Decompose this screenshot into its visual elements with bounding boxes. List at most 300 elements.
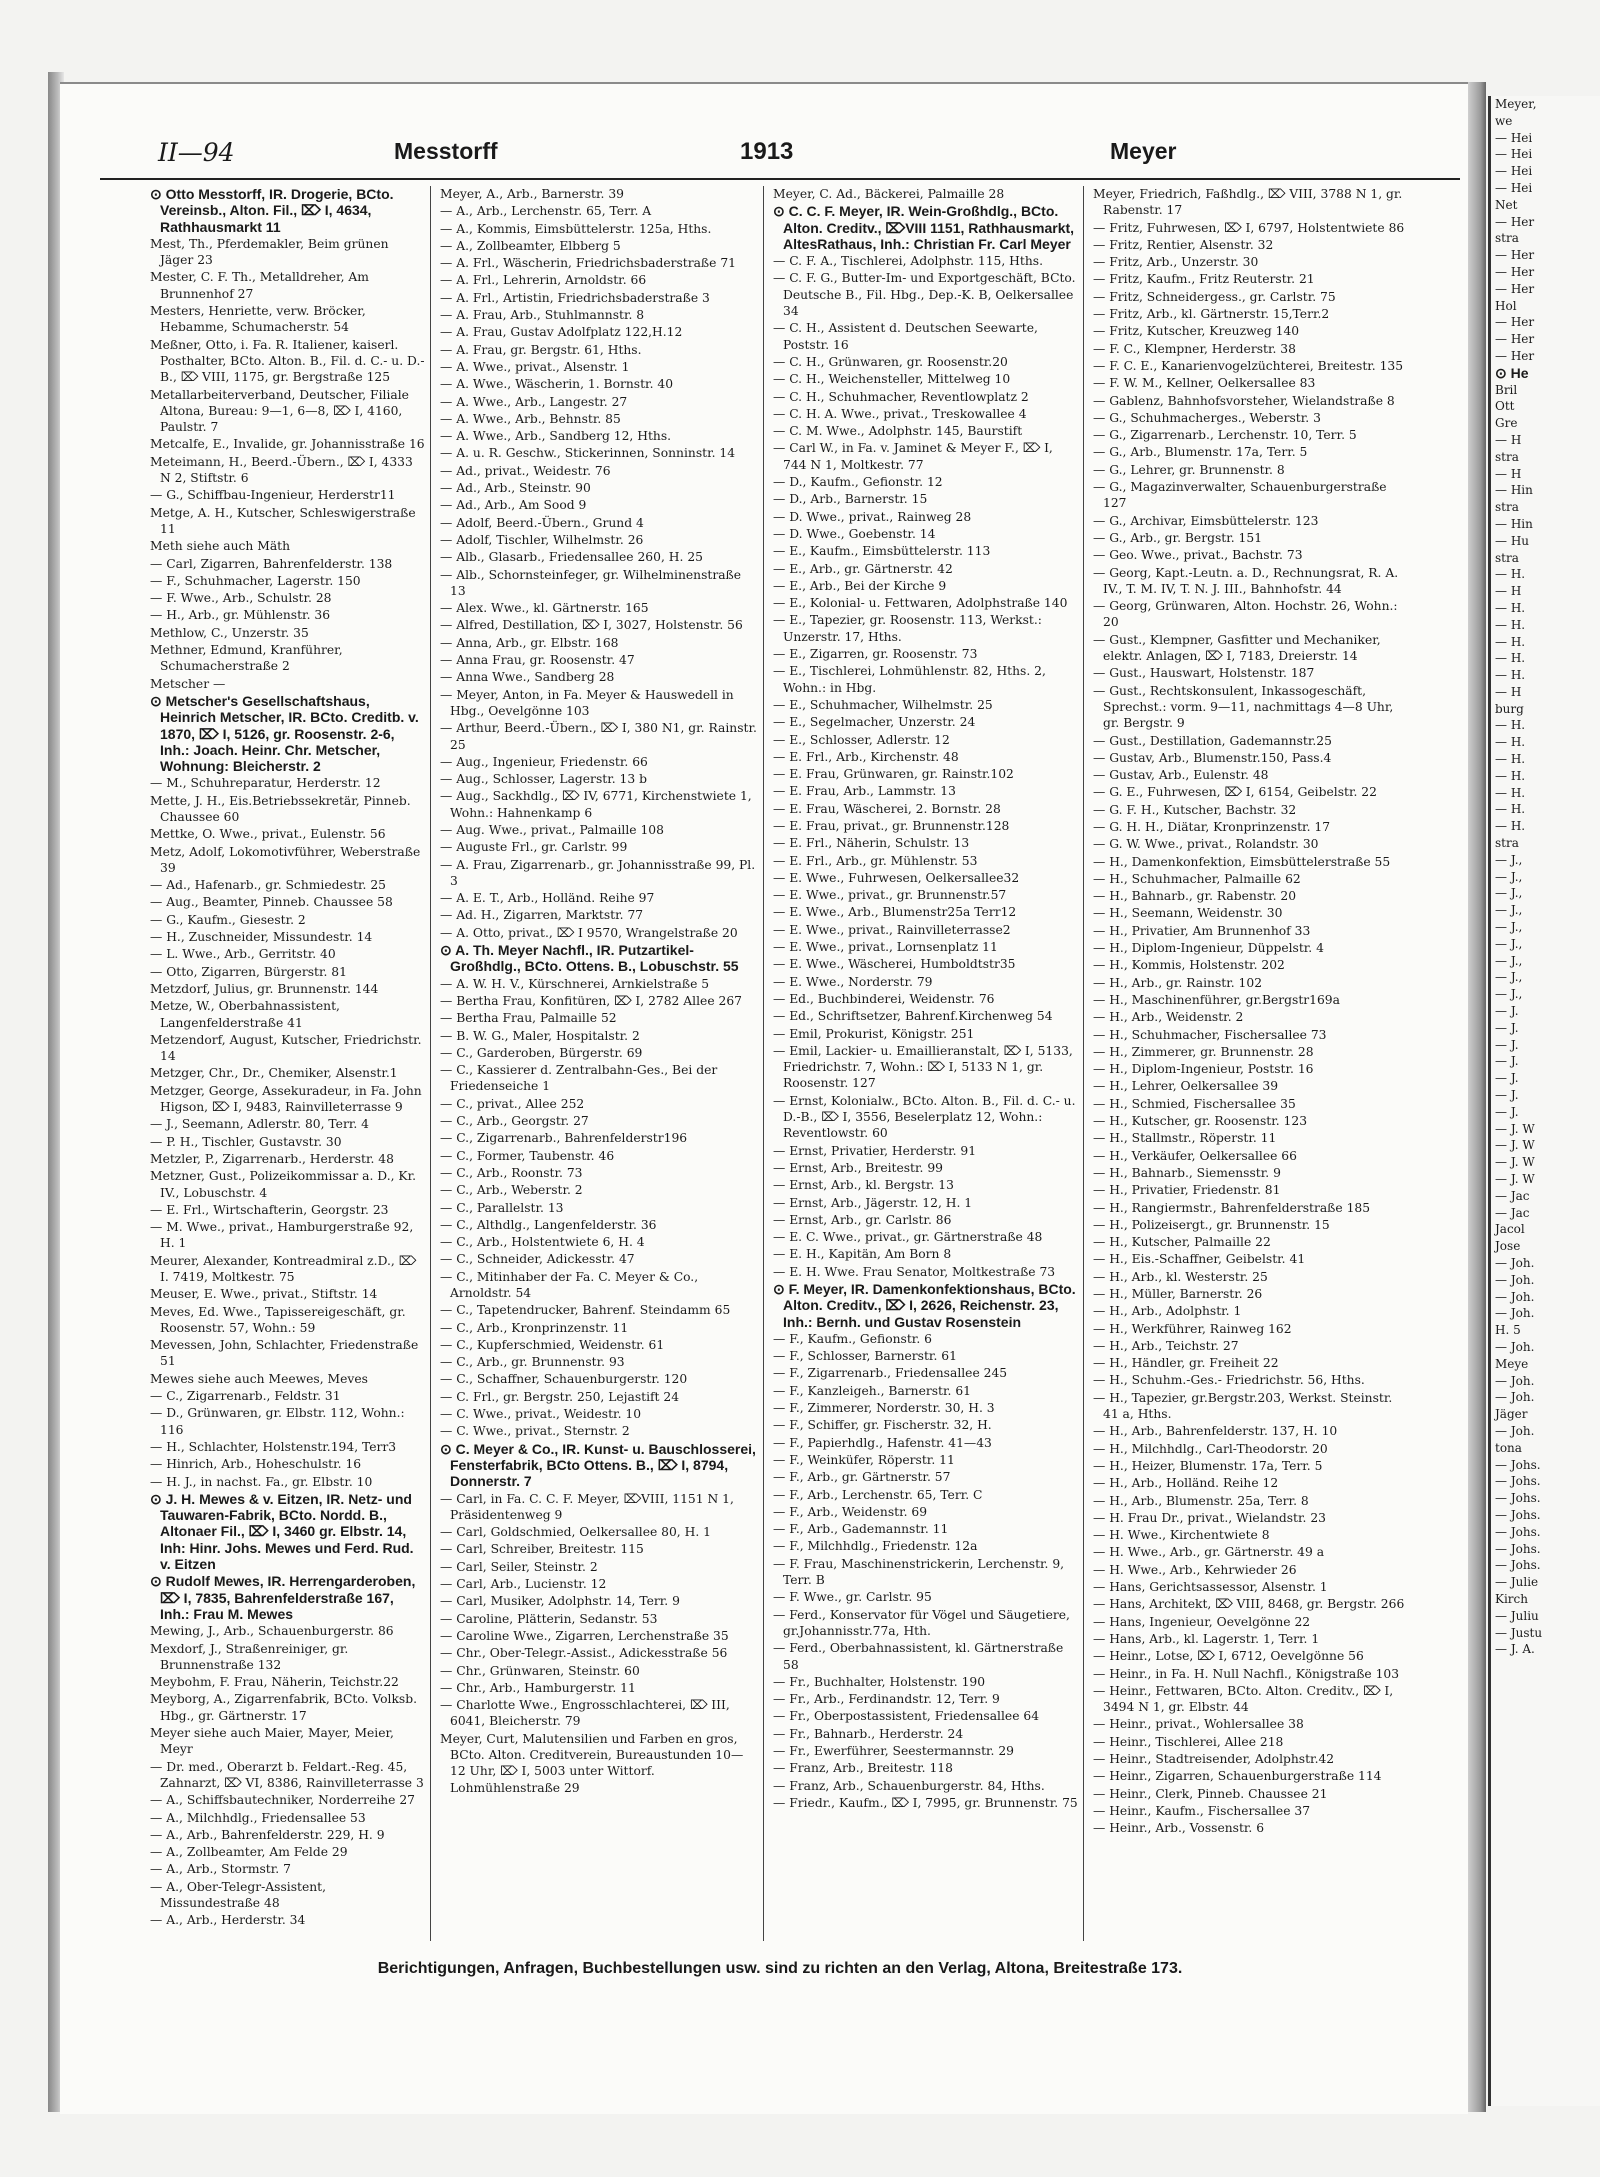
next-page-line: we [1495, 113, 1513, 128]
directory-entry: — H. J., in nachst. Fa., gr. Elbstr. 10 [150, 1474, 373, 1489]
directory-entry: — Fritz, Arb., Unzerstr. 30 [1093, 255, 1259, 270]
directory-entry: — C., Former, Taubenstr. 46 [440, 1148, 615, 1163]
directory-entry: Metzler, P., Zigarrenarb., Herderstr. 48 [150, 1151, 394, 1166]
directory-entry: — F. Frau, Maschinenstrickerin, Lerchenstr. 9, Terr. B [773, 1556, 1065, 1588]
directory-entry: — E., Arb., gr. Gärtnerstr. 42 [773, 561, 953, 576]
directory-entry: — Heinr., Kaufm., Fischersallee 37 [1093, 1803, 1311, 1818]
directory-entry: — Hans, Architekt, ⌦ VIII, 8468, gr. Bergstr. 266 [1093, 1597, 1405, 1612]
directory-entry: — A. Wwe., Arb., Langestr. 27 [440, 394, 628, 409]
next-page-line: — H [1495, 684, 1522, 699]
directory-entry: — C., Zigarrenarb., Bahrenfelderstr196 [440, 1131, 688, 1146]
directory-entry: — C., Kupferschmied, Weidenstr. 61 [440, 1337, 665, 1352]
directory-entry: Metge, A. H., Kutscher, Schleswigerstraße 11 [150, 505, 416, 536]
directory-entry: — H., Arb., Weidenstr. 2 [1093, 1010, 1244, 1025]
directory-entry: — H., Arb., gr. Mühlenstr. 36 [150, 608, 331, 623]
directory-entry: — Aug. Wwe., privat., Palmaille 108 [440, 822, 664, 837]
next-page-line: — Joh. [1495, 1390, 1535, 1405]
next-page-line: — J. W [1495, 1155, 1535, 1170]
directory-entry: — H., Stallmstr., Röperstr. 11 [1093, 1131, 1277, 1146]
directory-entry: — Dr. med., Oberarzt b. Feldart.-Reg. 45, Zahnarzt, ⌦ VI, 8386, Rainvilleterrasse 3 [150, 1759, 424, 1790]
directory-entry: ⊙ C. Meyer & Co., IR. Kunst- u. Bauschlosserei, Fensterfabrik, BCto Ottens. B., ⌦ I, 8794, Donnerstr. 7 [440, 1440, 756, 1490]
next-page-line: Jose [1495, 1239, 1521, 1254]
directory-entry: Meyer, A., Arb., Barnerstr. 39 [440, 187, 624, 201]
directory-entry: — Hans, Arb., kl. Lagerstr. 1, Terr. 1 [1093, 1631, 1320, 1646]
directory-entry: — H., Milchhdlg., Carl-Theodorstr. 20 [1093, 1441, 1328, 1456]
directory-entry: — Aug., Beamter, Pinneb. Chaussee 58 [150, 895, 393, 910]
directory-entry: — C., Arb., Roonstr. 73 [440, 1165, 583, 1180]
directory-entry: — G. W. Wwe., privat., Rolandstr. 30 [1093, 837, 1319, 852]
directory-entry: — A., Arb., Herderstr. 34 [150, 1913, 306, 1928]
directory-entry: — L. Wwe., Arb., Gerritstr. 40 [150, 947, 336, 962]
directory-entry: — Meyer, Anton, in Fa. Meyer & Hauswedell in Hbg., Oevelgönne 103 [440, 687, 734, 718]
directory-entry: — A. Wwe., Wäscherin, 1. Bornstr. 40 [440, 377, 674, 392]
directory-entry: — Chr., Grünwaren, Steinstr. 60 [440, 1663, 640, 1678]
next-page-line: — Her [1495, 214, 1535, 229]
next-page-line: — Her [1495, 315, 1535, 330]
directory-entry: — H., Diplom-Ingenieur, Düppelstr. 4 [1093, 941, 1324, 956]
directory-entry: — F. Wwe., Arb., Schulstr. 28 [150, 591, 332, 606]
directory-entry: — Heinr., Tischlerei, Allee 218 [1093, 1734, 1284, 1749]
directory-entry: — H., Seemann, Weidenstr. 30 [1093, 906, 1283, 921]
directory-entry: — Heinr., Arb., Vossenstr. 6 [1093, 1821, 1265, 1836]
directory-entry: — Franz, Arb., Schauenburgerstr. 84, Hths. [773, 1778, 1045, 1793]
directory-entry: Mewes siehe auch Meewes, Meves [150, 1371, 368, 1386]
directory-entry: — E., Zigarren, gr. Roosenstr. 73 [773, 647, 978, 662]
directory-entry: — Anna Wwe., Sandberg 28 [440, 670, 615, 685]
header-year: 1913 [740, 138, 794, 165]
directory-entry: — G. F. H., Kutscher, Bachstr. 32 [1093, 802, 1297, 817]
next-page-line: Meye [1495, 1356, 1529, 1371]
directory-entry: — Alfred, Destillation, ⌦ I, 3027, Holstenstr. 56 [440, 618, 743, 633]
directory-entry: — Georg, Kapt.-Leutn. a. D., Rechnungsrat, R. A. IV., T. M. IV, T. N. J. III., Bahnhofstr. 44 [1093, 565, 1399, 596]
next-page-line: — J., [1495, 903, 1523, 918]
directory-entry: — H., Kutscher, gr. Roosenstr. 123 [1093, 1114, 1308, 1129]
directory-entry: — E., Tischlerei, Lohmühlenstr. 82, Hths. 2, Wohn.: in Hbg. [773, 664, 1046, 695]
directory-entry: — Carl, Seiler, Steinstr. 2 [440, 1559, 598, 1574]
column-1 [150, 186, 425, 1946]
next-page-line: — Jac [1495, 1188, 1530, 1203]
directory-entry: — H., Bahnarb., gr. Rabenstr. 20 [1093, 889, 1297, 904]
directory-entry: — A., Zollbeamter, Am Felde 29 [150, 1845, 348, 1860]
directory-entry: — H., Schuhm.-Ges.- Friedrichstr. 56, Hths. [1093, 1373, 1365, 1388]
directory-entry: Meyborg, A., Zigarrenfabrik, BCto. Volksb. Hbg., gr. Gärtnerstr. 17 [150, 1692, 417, 1723]
directory-entry: ⊙ Otto Messtorff, IR. Drogerie, BCto. Vereinsb., Alton. Fil., ⌦ I, 4634, Rathhausmarkt 11 [150, 186, 394, 235]
directory-entry: — Carl, Musiker, Adolphstr. 14, Terr. 9 [440, 1594, 680, 1609]
directory-entry: — E., Schuhmacher, Wilhelmstr. 25 [773, 697, 993, 712]
directory-entry: Meßner, Otto, i. Fa. R. Italiener, kaiserl. Posthalter, BCto. Alton. B., Fil. d. C.- u. D.-B., ⌦ VIII, 1175, gr. Bergstraße 125 [150, 337, 425, 385]
directory-entry: — E. Frau, Wäscherei, 2. Bornstr. 28 [773, 801, 1001, 816]
next-page-fragment [1488, 96, 1600, 2106]
directory-entry: — F., Schlosser, Barnerstr. 61 [773, 1349, 957, 1364]
directory-entry: — C. Wwe., privat., Weidestr. 10 [440, 1407, 642, 1422]
directory-entry: — Carl, in Fa. C. C. F. Meyer, ⌦VIII, 1151 N 1, Präsidentenweg 9 [440, 1491, 734, 1522]
next-page-line: — J. W [1495, 1138, 1535, 1153]
directory-entry: — E. Frl., Arb., gr. Mühlenstr. 53 [773, 853, 978, 868]
directory-entry: — A. Otto, privat., ⌦ I 9570, Wrangelstraße 20 [440, 925, 738, 940]
next-page-line: — Hin [1495, 516, 1533, 531]
directory-entry: — H., Werkführer, Rainweg 162 [1093, 1321, 1292, 1336]
next-page-line: — J. W [1495, 1172, 1535, 1186]
next-page-line: stra [1495, 449, 1519, 464]
directory-entry: Meteimann, H., Beerd.-Übern., ⌦ I, 4333 N 2, Stiftstr. 6 [150, 454, 413, 486]
directory-entry: — Arthur, Beerd.-Übern., ⌦ I, 380 N1, gr. Rainstr. 25 [440, 721, 757, 752]
directory-entry: — Hans, Gerichtsassessor, Alsenstr. 1 [1093, 1580, 1328, 1595]
next-page-line: — H. [1495, 718, 1526, 733]
directory-entry: — Fritz, Rentier, Alsenstr. 32 [1093, 237, 1274, 252]
directory-entry: — H., Arb., kl. Westerstr. 25 [1093, 1269, 1268, 1284]
directory-entry: — Gust., Destillation, Gademannstr.25 [1093, 733, 1332, 748]
directory-entry: — F., Kaufm., Gefionstr. 6 [773, 1331, 932, 1346]
next-page-line: — Johs. [1495, 1491, 1541, 1506]
next-page-line: — J., [1495, 886, 1523, 901]
directory-entry: Metzendorf, August, Kutscher, Friedrichstr. 14 [150, 1032, 422, 1064]
directory-entry: — F. C. E., Kanarienvogelzüchterei, Breitestr. 135 [1093, 358, 1404, 373]
next-page-line: ⊙ He [1495, 364, 1529, 381]
next-page-line: — J. [1495, 1071, 1519, 1086]
directory-entry: — Caroline, Plätterin, Sedanstr. 53 [440, 1611, 658, 1626]
directory-entry: — Chr., Arb., Hamburgerstr. 11 [440, 1680, 636, 1695]
directory-entry: — Ed., Buchbinderei, Weidenstr. 76 [773, 991, 995, 1006]
directory-entry: — Gust., Rechtskonsulent, Inkassogeschäft, Sprechst.: vorm. 9—11, nachmittags 4—8 Uhr, gr. Bergstr. 9 [1093, 683, 1394, 731]
directory-entry: — E. Frau, Grünwaren, gr. Rainstr.102 [773, 767, 1014, 782]
directory-entry: — Chr., Ober-Telegr.-Assist., Adickesstraße 56 [440, 1646, 728, 1661]
directory-entry: — Fritz, Schneidergess., gr. Carlstr. 75 [1093, 289, 1336, 304]
directory-entry: — F., Schuhmacher, Lagerstr. 150 [150, 573, 361, 588]
directory-entry: — G., Zigarrenarb., Lerchenstr. 10, Terr. 5 [1093, 428, 1357, 443]
directory-entry: — F. Wwe., gr. Carlstr. 95 [773, 1590, 932, 1605]
next-page-line: — H. [1495, 600, 1526, 615]
directory-entry: — Carl, Goldschmied, Oelkersallee 80, H. 1 [440, 1525, 711, 1540]
directory-entry: Metze, W., Oberbahnassistent, Langenfelderstraße 41 [150, 999, 340, 1030]
directory-entry: — Charlotte Wwe., Engrosschlachterei, ⌦ III, 6041, Bleicherstr. 79 [440, 1698, 730, 1729]
header-first-name: Messtorff [394, 138, 498, 164]
directory-entry: — D., Arb., Barnerstr. 15 [773, 492, 928, 507]
next-page-line: stra [1495, 550, 1519, 565]
directory-entry: — H., Heizer, Blumenstr. 17a, Terr. 5 [1093, 1458, 1323, 1473]
directory-entry: — A., Milchhdlg., Friedensallee 53 [150, 1810, 366, 1825]
directory-entry: — A. Frl., Lehrerin, Arnoldstr. 66 [440, 273, 647, 288]
directory-entry: — A., Arb., Stormstr. 7 [150, 1862, 291, 1877]
next-page-line: — J. A. [1495, 1642, 1535, 1657]
directory-entry: — E. Frau, privat., gr. Brunnenstr.128 [773, 818, 1010, 833]
directory-entry: — Auguste Frl., gr. Carlstr. 99 [440, 840, 628, 855]
directory-entry: — A. u. R. Geschw., Stickerinnen, Sonninstr. 14 [440, 446, 736, 461]
directory-entry: — Friedr., Kaufm., ⌦ I, 7995, gr. Brunnenstr. 75 [773, 1795, 1078, 1810]
directory-entry: — A. Frau, Zigarrenarb., gr. Johannisstraße 99, Pl. 3 [440, 857, 756, 888]
directory-entry: — H., Müller, Barnerstr. 26 [1093, 1287, 1263, 1301]
directory-entry: — Gablenz, Bahnhofsvorsteher, Wielandstraße 8 [1093, 393, 1395, 408]
next-page-line: — H. [1495, 752, 1526, 767]
directory-entry: — Gustav, Arb., Blumenstr.150, Pass.4 [1093, 750, 1332, 765]
directory-entry: — F. W. M., Kellner, Oelkersallee 83 [1093, 376, 1316, 391]
next-page-line: — J., [1495, 953, 1523, 968]
directory-entry: — A. Frl., Artistin, Friedrichsbaderstraße 3 [440, 290, 710, 305]
directory-entry: Meyer, Friedrich, Faßhdlg., ⌦ VIII, 3788 N 1, gr. Rabenstr. 17 [1093, 187, 1403, 218]
next-page-line: — Johs. [1495, 1558, 1541, 1573]
next-page-line: Net [1495, 197, 1518, 212]
directory-entry: — Aug., Ingenieur, Friedenstr. 66 [440, 754, 648, 769]
directory-entry: — H. Frau Dr., privat., Wielandstr. 23 [1093, 1510, 1326, 1525]
directory-entry: — C. F. A., Tischlerei, Adolphstr. 115, Hths. [773, 254, 1043, 269]
directory-entry: — C., Zigarrenarb., Feldstr. 31 [150, 1389, 341, 1404]
next-page-line: — H. [1495, 651, 1526, 666]
directory-entry: — E. Wwe., privat., Rainvilleterrasse2 [773, 922, 1011, 937]
directory-entry: — H., Arb., Holländ. Reihe 12 [1093, 1476, 1279, 1491]
directory-entry: — E., Kolonial- u. Fettwaren, Adolphstraße 140 [773, 596, 1068, 611]
next-page-line: — Johs. [1495, 1541, 1541, 1556]
directory-entry: — Hans, Ingenieur, Oevelgönne 22 [1093, 1614, 1311, 1629]
directory-entry: Meyer siehe auch Maier, Mayer, Meier, Meyr [150, 1726, 394, 1757]
directory-entry: — Gust., Klempner, Gasfitter und Mechaniker, elektr. Anlagen, ⌦ I, 7183, Dreierstr. 14 [1093, 632, 1381, 664]
directory-entry: — Carl W., in Fa. v. Jaminet & Meyer F., ⌦ I, 744 N 1, Moltkestr. 77 [773, 441, 1053, 472]
directory-entry: — A., Kommis, Eimsbüttelerstr. 125a, Hths. [440, 221, 712, 236]
directory-entry: Mesters, Henriette, verw. Bröcker, Hebamme, Schumacherstr. 54 [150, 304, 366, 335]
next-page-line: — H. [1495, 617, 1526, 632]
directory-entry: — H., Zimmerer, gr. Brunnenstr. 28 [1093, 1044, 1314, 1059]
directory-entry: — H., Rangiermstr., Bahrenfelderstraße 185 [1093, 1200, 1371, 1215]
directory-entry: — H. Wwe., Arb., gr. Gärtnerstr. 49 a [1093, 1545, 1325, 1560]
publisher-footer: Berichtigungen, Anfragen, Buchbestellungen usw. sind zu richten an den Verlag, Altona, Breitestraße 173. [377, 1960, 1183, 1977]
directory-entry: Metzner, Gust., Polizeikommissar a. D., Kr. IV., Lobuschstr. 4 [150, 1169, 417, 1200]
directory-entry: — C., Arb., gr. Brunnenstr. 93 [440, 1355, 625, 1370]
directory-entry: — F., Arb., gr. Gärtnerstr. 57 [773, 1470, 951, 1485]
directory-entry: Mevessen, John, Schlachter, Friedenstraße 51 [150, 1338, 419, 1369]
directory-entry: — A. W. H. V., Kürschnerei, Arnkielstraße 5 [440, 976, 710, 991]
directory-entry: — C. F. G., Butter-Im- und Exportgeschäft, BCto. Deutsche B., Fil. Hbg., Dep.-K. B, Oelkersallee 34 [773, 271, 1076, 319]
directory-entry: — A. Wwe., Arb., Sandberg 12, Hths. [440, 429, 672, 444]
next-page-line: — J. [1495, 1037, 1519, 1052]
next-page-line: — Her [1495, 281, 1535, 296]
directory-entry: — H., Eis.-Schaffner, Geibelstr. 41 [1093, 1252, 1306, 1267]
directory-entry: — Heinr., Lotse, ⌦ I, 6712, Oevelgönne 56 [1093, 1649, 1364, 1664]
directory-entry: Methlow, C., Unzerstr. 35 [150, 625, 309, 640]
directory-entry: Metz, Adolf, Lokomotivführer, Weberstraße 39 [150, 844, 421, 875]
directory-entry: — E. H. Wwe. Frau Senator, Moltkestraße 73 [773, 1264, 1056, 1279]
directory-entry: — Ed., Schriftsetzer, Bahrenf.Kirchenweg 54 [773, 1009, 1053, 1024]
directory-entry: — E. Wwe., privat., gr. Brunnenstr.57 [773, 888, 1007, 903]
directory-entry: — G., Arb., Blumenstr. 17a, Terr. 5 [1093, 445, 1308, 460]
directory-entry: — Anna Frau, gr. Roosenstr. 47 [440, 653, 635, 668]
directory-entry: — G. E., Fuhrwesen, ⌦ I, 6154, Geibelstr. 22 [1093, 785, 1377, 800]
directory-entry: — E. Frl., Näherin, Schulstr. 13 [773, 836, 970, 851]
directory-entry: ⊙ F. Meyer, IR. Damenkonfektionshaus, BCto. Alton. Creditv., ⌦ I, 2626, Reichenstr. 23, Inh.: Bernh. und Gustav Rosenstein [773, 1281, 1076, 1330]
directory-entry: — Fr., Bahnarb., Herderstr. 24 [773, 1726, 964, 1741]
directory-entry: — H., Bahnarb., Siemensstr. 9 [1093, 1165, 1281, 1180]
directory-entry: — C. Wwe., privat., Sternstr. 2 [440, 1424, 630, 1439]
directory-entry: — C., Arb., Weberstr. 2 [440, 1183, 583, 1198]
directory-entry: — Ferd., Oberbahnassistent, kl. Gärtnerstraße 58 [773, 1641, 1064, 1672]
directory-entry: — A., Ober-Telegr-Assistent, Missundestraße 48 [150, 1879, 327, 1910]
directory-entry: — H., Arb., Bahrenfelderstr. 137, H. 10 [1093, 1424, 1338, 1439]
directory-entry: — E. Wwe., privat., Lornsenplatz 11 [773, 940, 998, 955]
directory-entry: — Fritz, Arb., kl. Gärtnerstr. 15,Terr.2 [1093, 307, 1330, 322]
directory-entry: — D., Kaufm., Gefionstr. 12 [773, 475, 943, 490]
directory-entry: — Ad., privat., Weidestr. 76 [440, 463, 611, 478]
directory-entry: — Ernst, Arb., kl. Bergstr. 13 [773, 1178, 954, 1193]
directory-entry: — Franz, Arb., Breitestr. 118 [773, 1761, 953, 1776]
directory-entry: — E. C. Wwe., privat., gr. Gärtnerstraße 48 [773, 1230, 1043, 1245]
directory-entry: Meyer, Curt, Malutensilien und Farben en gros, BCto. Alton. Creditverein, Bureaustunden 10—12 Uhr, ⌦ I, 5003 unter Wittorf. Lohmühlenstraße 29 [440, 1731, 744, 1795]
directory-entry: — Carl, Arb., Lucienstr. 12 [440, 1577, 607, 1592]
next-page-line: Kirch [1495, 1591, 1528, 1606]
page-number: II—94 [158, 138, 235, 167]
directory-entry: — E. Wwe., Norderstr. 79 [773, 974, 933, 989]
directory-entry: — Ernst, Kolonialw., BCto. Alton. B., Fil. d. C.- u. D.-B., ⌦ I, 3556, Beselerplatz 12, Wohn.: Reventlowstr. 60 [773, 1093, 1076, 1141]
directory-entry: Mest, Th., Pferdemakler, Beim grünen Jäger 23 [150, 236, 389, 268]
next-page-line: — H. [1495, 802, 1526, 817]
directory-entry: — C. H., Weichensteller, Mittelweg 10 [773, 372, 1011, 387]
directory-entry: — G., Magazinverwalter, Schauenburgerstraße 127 [1093, 480, 1387, 511]
directory-entry: — E. Wwe., Wäscherei, Humboldtstr35 [773, 957, 1016, 972]
directory-entry: — C. Frl., gr. Bergstr. 250, Lejastift 24 [440, 1389, 680, 1404]
next-page-line: — Johs. [1495, 1507, 1541, 1522]
directory-entry: — Bertha Frau, Konfitüren, ⌦ I, 2782 Allee 267 [440, 993, 742, 1008]
header-last-name: Meyer [1110, 138, 1177, 164]
next-page-line: — Johs. [1495, 1457, 1541, 1472]
next-page-line: — H [1495, 432, 1522, 447]
next-page-line: — Her [1495, 332, 1535, 347]
next-page-line: — Joh. [1495, 1289, 1535, 1304]
next-page-line: Bril [1495, 382, 1518, 397]
directory-entry: — G., Lehrer, gr. Brunnenstr. 8 [1093, 462, 1285, 477]
next-page-line: — H. [1495, 567, 1526, 582]
directory-entry: — E. Wwe., Fuhrwesen, Oelkersallee32 [773, 870, 1020, 885]
directory-entry: Methner, Edmund, Kranführer, Schumacherstraße 2 [150, 643, 343, 674]
directory-entry: — Heinr., Stadtreisender, Adolphstr.42 [1093, 1752, 1335, 1767]
column-4 [1093, 186, 1408, 1946]
directory-entry: — H., Kutscher, Palmaille 22 [1093, 1235, 1271, 1250]
directory-entry: Metzger, Chr., Dr., Chemiker, Alsenstr.1 [150, 1066, 398, 1081]
page-edge [1468, 82, 1486, 2112]
directory-entry: — H., Lehrer, Oelkersallee 39 [1093, 1079, 1279, 1094]
directory-entry: — E. Wwe., Arb., Blumenstr25a Terr12 [773, 905, 1017, 920]
next-page-line: — J., [1495, 987, 1523, 1002]
next-page-line: — Her [1495, 348, 1535, 363]
next-page-line: — J. [1495, 1054, 1519, 1069]
next-page-line: stra [1495, 231, 1519, 246]
directory-entry: — E., Schlosser, Adlerstr. 12 [773, 732, 950, 747]
directory-entry: — E., Arb., Bei der Kirche 9 [773, 578, 947, 593]
directory-entry: — Ad., Arb., Am Sood 9 [440, 498, 587, 513]
next-page-line: Gre [1495, 416, 1518, 431]
next-page-line: — Joh. [1495, 1339, 1535, 1354]
next-page-line: — J. W [1495, 1121, 1535, 1136]
directory-entry: — Ad., Arb., Steinstr. 90 [440, 481, 591, 496]
directory-entry: — D. Wwe., Goebenstr. 14 [773, 526, 936, 541]
directory-entry: — B. W. G., Maler, Hospitalstr. 2 [440, 1028, 640, 1043]
directory-entry: — H., Kommis, Holstenstr. 202 [1093, 958, 1285, 973]
directory-entry: — A. E. T., Arb., Holländ. Reihe 97 [440, 891, 655, 906]
next-page-line: — Justu [1495, 1625, 1543, 1640]
directory-entry: — C., Schaffner, Schauenburgerstr. 120 [440, 1372, 688, 1387]
column-3 [773, 186, 1078, 1946]
directory-entry: — C., Garderoben, Bürgerstr. 69 [440, 1045, 643, 1060]
directory-entry: Metcalfe, E., Invalide, gr. Johannisstraße 16 [150, 437, 425, 452]
next-page-line: — J., [1495, 852, 1523, 867]
directory-entry: — G., Schuhmacherges., Weberstr. 3 [1093, 410, 1321, 425]
next-page-line: — J. [1495, 1088, 1519, 1103]
next-page-line: — J. [1495, 1004, 1519, 1019]
directory-entry: — E., Tapezier, gr. Roosenstr. 113, Werkst.: Unzerstr. 17, Hths. [773, 613, 1042, 644]
directory-entry: — Fritz, Kutscher, Kreuzweg 140 [1093, 324, 1300, 339]
directory-entry: — Geo. Wwe., privat., Bachstr. 73 [1093, 548, 1303, 563]
directory-entry: — C., Mitinhaber der Fa. C. Meyer & Co., Arnoldstr. 54 [440, 1269, 699, 1300]
directory-entry: ⊙ Metscher's Gesellschaftshaus, Heinrich Metscher, IR. BCto. Creditb. v. 1870, ⌦ I, 5126, gr. Roosenstr. 2-6, Inh.: Joach. Heinr. Chr. Metscher, Wohnung: Bleicherstr. 2 [150, 692, 419, 775]
directory-entry: — C. H. A. Wwe., privat., Treskowallee 4 [773, 406, 1027, 421]
directory-entry: — C., Kassierer d. Zentralbahn-Ges., Bei der Friedenseiche 1 [440, 1063, 718, 1094]
next-page-line: — Johs. [1495, 1474, 1541, 1489]
directory-entry: Meves, Ed. Wwe., Tapissereigeschäft, gr. Roosenstr. 57, Wohn.: 59 [150, 1304, 406, 1335]
directory-entry: — Ad. H., Zigarren, Marktstr. 77 [440, 908, 644, 923]
next-page-line: — Julie [1495, 1575, 1539, 1590]
next-page-line: — Hei [1495, 130, 1533, 145]
directory-entry: — Heinr., privat., Wohlersallee 38 [1093, 1717, 1304, 1732]
directory-entry: — F., Arb., Gademannstr. 11 [773, 1522, 949, 1537]
directory-entry: — E. Frl., Arb., Kirchenstr. 48 [773, 749, 959, 764]
directory-entry: — Fr., Ewerführer, Seestermannstr. 29 [773, 1744, 1015, 1759]
directory-entry: — Ad., Hafenarb., gr. Schmiedestr. 25 [150, 878, 387, 893]
header-rule [100, 178, 1460, 180]
directory-entry: Metallarbeiterverband, Deutscher, Filiale Altona, Bureau: 9—1, 6—8, ⌦ I, 4160, Paulstr. 7 [150, 387, 409, 435]
directory-entry: Metscher — [150, 676, 226, 691]
next-page-line: Hol [1495, 298, 1517, 313]
directory-entry: Metzdorf, Julius, gr. Brunnenstr. 144 [150, 981, 379, 996]
directory-entry: — H., Tapezier, gr.Bergstr.203, Werkst. Steinstr. 41 a, Hths. [1093, 1390, 1393, 1422]
directory-columns [150, 186, 1450, 1946]
directory-entry: — C., Arb., Georgstr. 27 [440, 1114, 589, 1129]
directory-entry: — Ernst, Arb., gr. Carlstr. 86 [773, 1212, 952, 1227]
directory-entry: — H., Maschinenführer, gr.Bergstr169a [1093, 992, 1340, 1007]
directory-entry: — Fritz, Kaufm., Fritz Reuterstr. 21 [1093, 272, 1315, 287]
next-page-line: — H. [1495, 634, 1526, 649]
next-page-line: — Joh. [1495, 1423, 1535, 1438]
directory-entry: — H., Arb., gr. Rainstr. 102 [1093, 975, 1263, 990]
directory-entry: — D. Wwe., privat., Rainweg 28 [773, 509, 972, 524]
directory-entry: — C., Althdlg., Langenfelderstr. 36 [440, 1217, 657, 1232]
next-page-line: stra [1495, 500, 1519, 515]
next-page-line: H. 5 [1495, 1323, 1521, 1338]
next-page-line: Ott [1495, 399, 1515, 414]
directory-entry: — H., Arb., Teichstr. 27 [1093, 1338, 1239, 1353]
directory-entry: — E. Frl., Wirtschafterin, Georgstr. 23 [150, 1202, 389, 1217]
directory-entry: — Carl, Schreiber, Breitestr. 115 [440, 1542, 644, 1557]
column-2 [440, 186, 758, 1946]
next-page-line: — H. [1495, 735, 1526, 750]
directory-entry: — Georg, Grünwaren, Alton. Hochstr. 26, Wohn.: 20 [1093, 599, 1398, 630]
directory-entry: — A. Frau, Arb., Stuhlmannstr. 8 [440, 308, 645, 323]
directory-entry: — F., Arb., Weidenstr. 69 [773, 1504, 928, 1519]
directory-entry: — A. Wwe., Arb., Behnstr. 85 [440, 411, 621, 426]
directory-entry: — Heinr., Zigarren, Schauenburgerstraße 114 [1093, 1769, 1382, 1784]
directory-entry: — A. Wwe., privat., Alsenstr. 1 [440, 359, 630, 374]
directory-entry: — Otto, Zigarren, Bürgerstr. 81 [150, 964, 347, 979]
directory-entry: — Emil, Lackier- u. Emaillieranstalt, ⌦ I, 5133, Friedrichstr. 7, Wohn.: ⌦ I, 5133 N 1, gr. Roosenstr. 127 [773, 1043, 1073, 1091]
directory-entry: Meybohm, F. Frau, Näherin, Teichstr.22 [150, 1675, 399, 1690]
next-page-line: — J., [1495, 869, 1523, 884]
next-page-line: — H. [1495, 819, 1526, 834]
directory-entry: — C. H., Assistent d. Deutschen Seewarte, Poststr. 16 [773, 321, 1038, 352]
directory-entry: — J., Seemann, Adlerstr. 80, Terr. 4 [150, 1117, 370, 1132]
directory-entry: Meyer, C. Ad., Bäckerei, Palmaille 28 [773, 187, 1005, 201]
directory-entry: — A., Arb., Bahrenfelderstr. 229, H. 9 [150, 1827, 385, 1842]
directory-entry: Mester, C. F. Th., Metalldreher, Am Brunnenhof 27 [150, 270, 369, 301]
directory-entry: — E. Frau, Arb., Lammstr. 13 [773, 784, 956, 799]
directory-entry: — Heinr., Fettwaren, BCto. Alton. Creditv., ⌦ I, 3494 N 1, gr. Elbstr. 44 [1093, 1683, 1394, 1715]
next-page-line: — J., [1495, 936, 1523, 951]
directory-entry: — G., Schiffbau-Ingenieur, Herderstr11 [150, 488, 396, 503]
directory-entry: — G., Archivar, Eimsbüttelerstr. 123 [1093, 513, 1319, 528]
next-page-line: tona [1495, 1440, 1522, 1455]
